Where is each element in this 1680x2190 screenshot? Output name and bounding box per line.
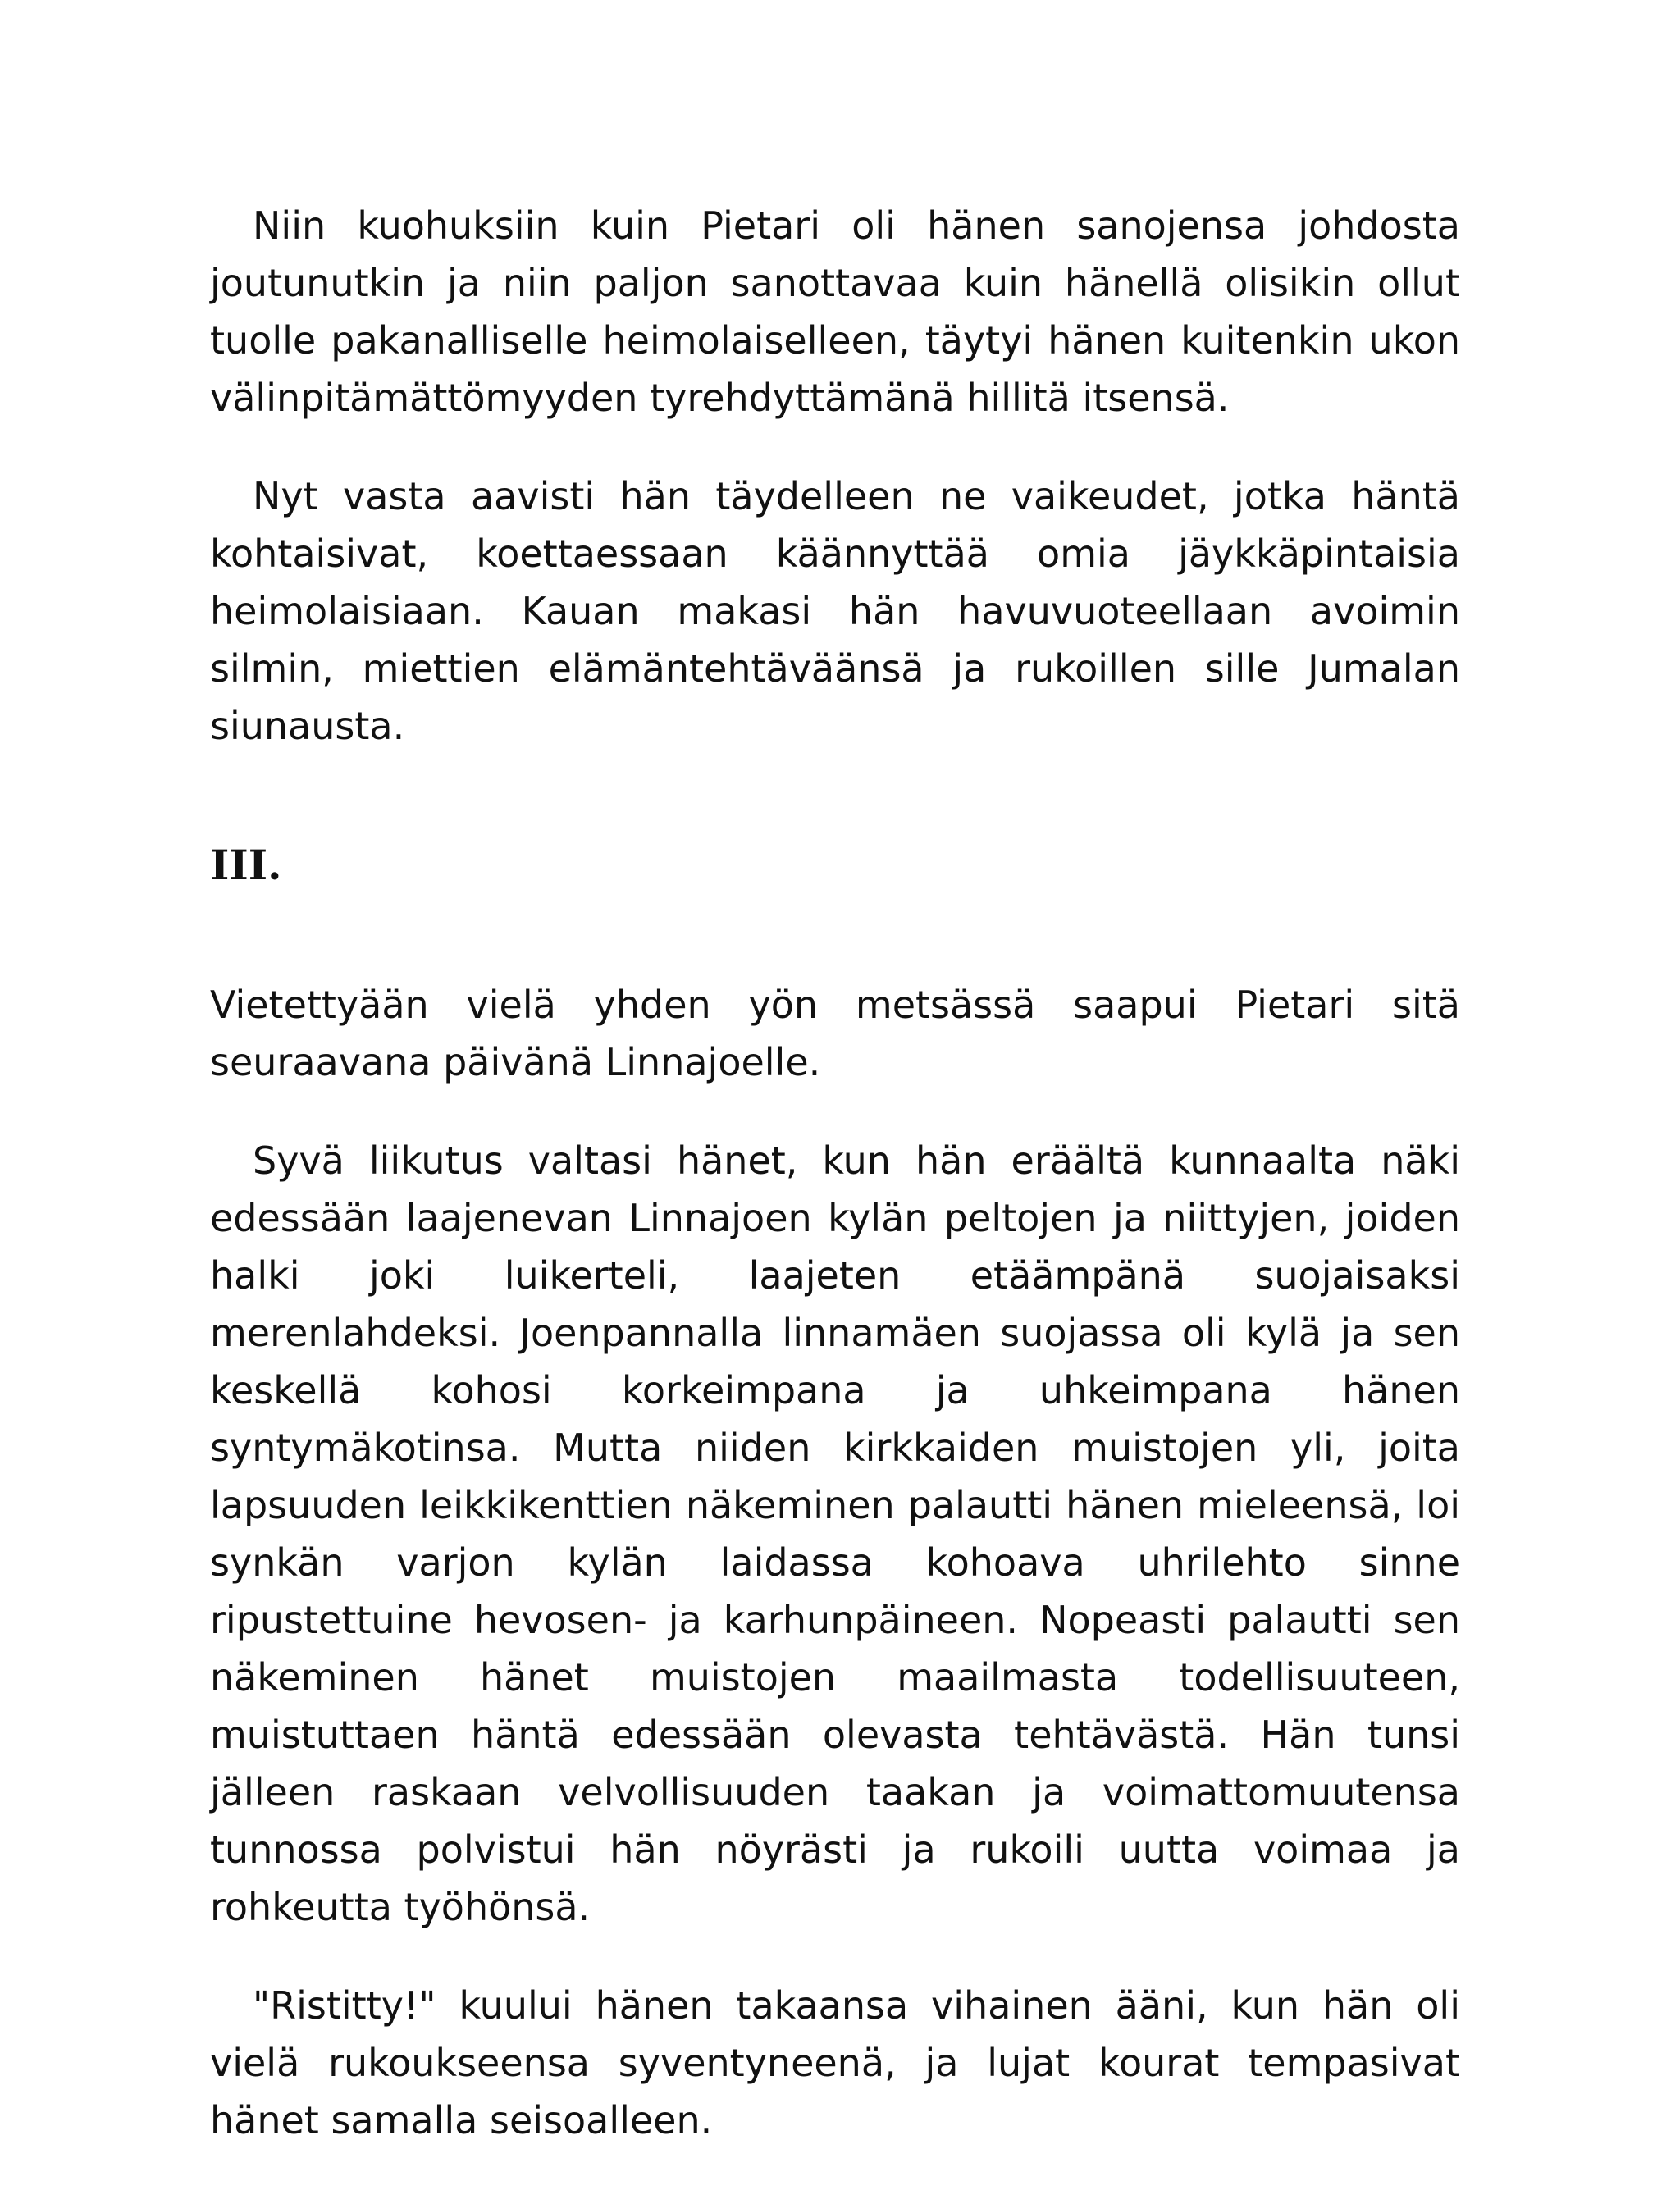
paragraph: Syvä liikutus valtasi hänet, kun hän eräältä kunnaalta näki edessään laajenevan Linnajoen kylän peltojen ja niittyjen, joiden halki joki luikerteli, laajeten etäämpänä suojaisaksi merenlahdeksi. Joenpannalla linnamäen suojassa oli kylä ja sen keskellä kohosi korkeimpana ja uhkeimpana hänen syntymäkotinsa. Mutta niiden kirkkaiden muistojen yli, joita lapsuuden leikkikenttien näkeminen palautti hänen mieleensä, loi synkän varjon kylän laidassa kohoava uhrilehto sinne ripustettuine hevosen- ja karhunpäineen. Nopeasti palautti sen näkeminen hänet muistojen maailmasta todellisuuteen, muistuttaen häntä edessään olevasta tehtävästä. Hän tunsi jälleen raskaan velvollisuuden taakan ja voimattomuutensa tunnossa polvistui hän nöyrästi ja rukoili uutta voimaa ja rohkeutta työhönsä. (210, 1138, 1460, 1929)
paragraph: Vietettyään vielä yhden yön metsässä saapui Pietari sitä seuraavana päivänä Linnajoelle. (210, 983, 1460, 1084)
chapter-heading: III. (210, 841, 282, 889)
paragraph: Niin kuohuksiin kuin Pietari oli hänen sanojensa johdosta joutunutkin ja niin paljon sanottavaa kuin hänellä olisikin ollut tuolle pakanalliselle heimolaiselleen, täytyi hänen kuitenkin ukon välinpitämättömyyden tyrehdyttämänä hillitä itsensä. (210, 203, 1460, 420)
document-page (210, 197, 1460, 2190)
paragraph: "Ristitty!" kuului hänen takaansa vihainen ääni, kun hän oli vielä rukoukseensa syventyneenä, ja lujat kourat tempasivat hänet samalla seisoalleen. (210, 1983, 1460, 2142)
paragraph: Nyt vasta aavisti hän täydelleen ne vaikeudet, jotka häntä kohtaisivat, koettaessaan käännyttää omia jäykkäpintaisia heimolaisiaan. Kauan makasi hän havuvuoteellaan avoimin silmin, miettien elämäntehtäväänsä ja rukoillen sille Jumalan siunausta. (210, 474, 1460, 748)
